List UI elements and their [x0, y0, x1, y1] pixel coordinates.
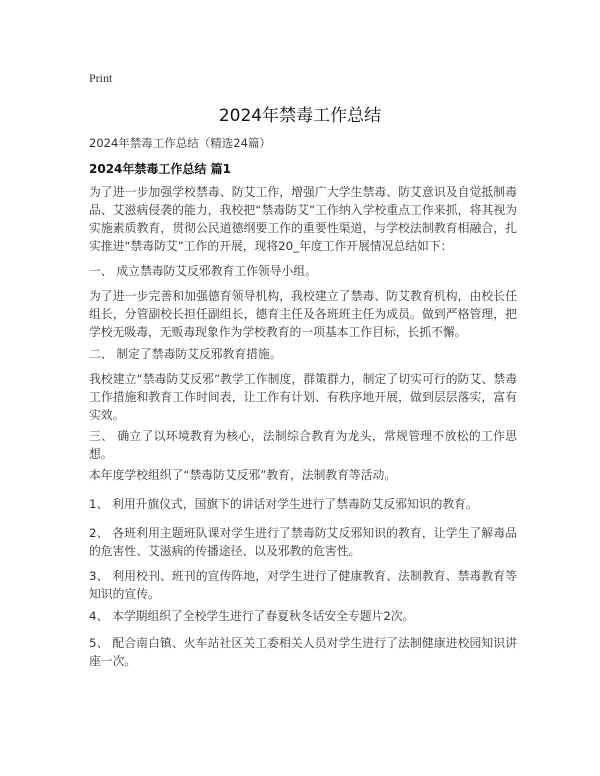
document-title: 2024年禁毒工作总结: [218, 106, 382, 126]
heading-point-1: 一、 成立禁毒防艾反邪教育工作领导小组。: [89, 264, 317, 278]
paragraph-intro: 为了进一步加强学校禁毒、防艾工作，增强广大学生禁毒、防艾意识及自觉抵制毒品、艾滋病侵袭的能力，我校把“禁毒防艾”工作纳入学校重点工作来抓，将其视为实施素质教育，贯彻公民道德纲要工作的重要性渠道，与学校法制教育相融合，扎实推进“禁毒防艾”工作的开展，现将20_年度工作开展情况总结如下：: [89, 185, 517, 253]
list-item-5: 5、 配合南白镇、火车站社区关工委相关人员对学生进行了法制健康进校园知识讲座一次。: [89, 636, 517, 668]
heading-point-2: 二、 制定了禁毒防艾反邪教育措施。: [89, 347, 282, 361]
paragraph-leadership: 为了进一步完善和加强德育领导机构，我校建立了禁毒、防艾教育机构，由校长任组长，分管副校长担任副组长，德育主任及各班班主任为成员。做到严格管理，把学校无吸毒，无贩毒现象作为学校教育的一项基本工作目标，长抓不懈。: [89, 289, 517, 339]
list-item-1: 1、 利用升旗仪式，国旗下的讲话对学生进行了禁毒防艾反邪知识的教育。: [89, 497, 478, 511]
paragraph-activities-intro: 本年度学校组织了“禁毒防艾反邪”教育，法制教育等活动。: [89, 468, 397, 482]
list-item-2: 2、 各班利用主题班队课对学生进行了禁毒防艾反邪知识的教育，让学生了解毒品的危害性、艾滋病的传播途径、以及邪教的危害性。: [89, 526, 517, 558]
document-subtitle: 2024年禁毒工作总结（精选24篇）: [89, 136, 271, 150]
paragraph-measures: 我校建立“禁毒防艾反邪”教学工作制度，群策群力，制定了切实可行的防艾、禁毒工作措施和教育工作时间表，让工作有计划、有秩序地开展，做到层层落实，富有实效。: [89, 372, 517, 422]
heading-point-3: 三、 确立了以环境教育为核心，法制综合教育为龙头，常规管理不放松的工作思想。: [89, 429, 517, 461]
section-heading: 2024年禁毒工作总结 篇1: [89, 162, 231, 176]
list-item-4: 4、 本学期组织了全校学生进行了春夏秋冬话安全专题片2次。: [89, 609, 415, 623]
print-link[interactable]: Print: [89, 71, 113, 85]
list-item-3: 3、 利用校刊、班刊的宣传阵地，对学生进行了健康教育、法制教育、禁毒教育等知识的宣传。: [89, 569, 517, 601]
